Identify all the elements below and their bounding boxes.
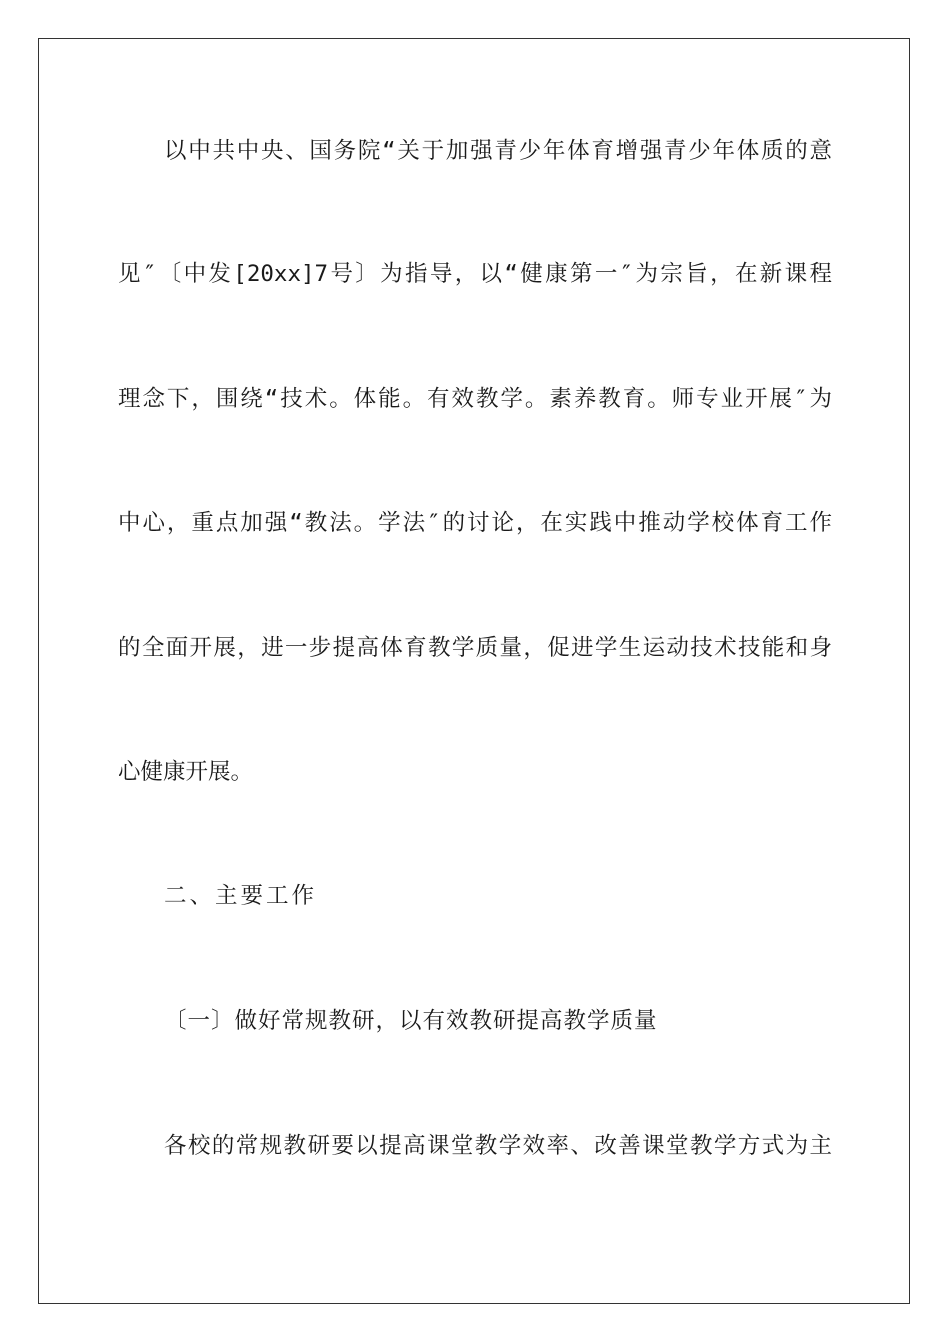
- page-frame: [38, 38, 910, 1304]
- paragraph-1-line-4: 中心，重点加强“教法。学法″的讨论，在实践中推动学校体育工作: [118, 510, 832, 536]
- paragraph-1-line-3: 理念下，围绕“技术。体能。有效教学。素养教育。师专业开展″为: [118, 386, 832, 412]
- section-heading-main-work: 二、主要工作: [164, 883, 318, 909]
- paragraph-1-line-5: 的全面开展，进一步提高体育教学质量，促进学生运动技术技能和身: [118, 635, 832, 661]
- paragraph-1-line-2: 见″〔中发[20xx]7号〕为指导，以“健康第一″为宗旨，在新课程: [118, 261, 832, 287]
- paragraph-2-line-1: 各校的常规教研要以提高课堂教学效率、改善课堂教学方式为主: [164, 1133, 832, 1159]
- paragraph-1-line-1: 以中共中央、国务院“关于加强青少年体育增强青少年体质的意: [164, 138, 832, 164]
- paragraph-1-line-6: 心健康开展。: [118, 759, 254, 785]
- subsection-heading-1: 〔一〕做好常规教研，以有效教研提高教学质量: [164, 1008, 658, 1034]
